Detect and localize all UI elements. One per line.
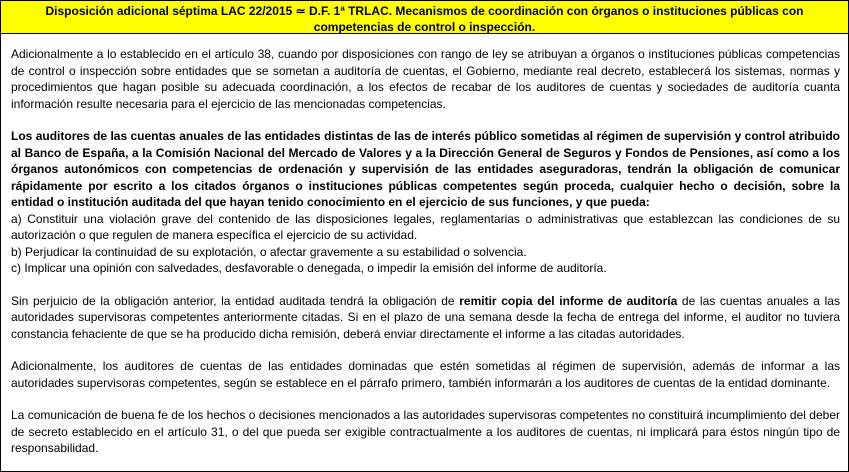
report-copy-text-start: Sin perjuicio de la obligación anterior, la entidad auditada tendrá la obligación de	[11, 293, 460, 308]
paragraph-dominated-entities: Adicionalmente, los auditores de cuentas de las entidades dominadas que estén sometidas al régimen de supervisión, además de informar a las autoridades supervisoras competentes, según se establece en el párrafo primero, también informarán a los auditores de cuentas de la entidad dominante.	[11, 359, 840, 390]
paragraph-good-faith: La comunicación de buena fe de los hechos o decisiones mencionados a las autoridades supervisoras competentes no constituirá incumplimiento del deber de secreto establecido en el artículo 31, o del que pueda ser exigible contractualmente a los auditores de cuentas, ni implicará para éstos ningún tipo de responsabilidad.	[11, 408, 840, 455]
list-item-a: a) Constituir una violación grave del contenido de las disposiciones legales, reglamentarias o administrativas que establezcan las condiciones de su autorización o que regulen de manera específica el ejercicio de su actividad.	[11, 211, 840, 242]
list-item-b: b) Perjudicar la continuidad de su explotación, o afectar gravemente a su estabilidad o solvencia.	[11, 244, 527, 259]
list-item-c: c) Implicar una opinión con salvedades, desfavorable o denegada, o impedir la emisión del informe de auditoría.	[11, 261, 607, 275]
paragraph-auditor-obligation: Los auditores de las cuentas anuales de las entidades distintas de las de interés público sometidas al régimen de supervisión y control atribuido al Banco de España, a la Comisión Nacional del Mercado de Valores y a la Dirección General de Seguros y Fondos de Pensiones, así como a los órganos autonómicos con competencias de ordenación y supervisión de las entidades aseguradoras, tendrán la obligación de comunicar rápidamente por escrito a los citados órganos o instituciones públicas competentes según proceda, cualquier hecho o decisión, sobre la entidad o institución auditada del que hayan tenido conocimiento en el ejercicio de sus funciones, y que pueda:	[11, 129, 840, 209]
paragraph-coordination: Adicionalmente a lo establecido en el artículo 38, cuando por disposiciones con rango de ley se atribuyan a órganos o instituciones públicas competencias de control o inspección sobre entidades que se sometan a auditoría de cuentas, el Gobierno, mediante real decreto, establecerá los sistemas, normas y procedimientos que hagan posible su adecuada coordinación, a los efectos de recabar de los auditores de cuentas y sociedades de auditoría cuanta información resulte necesaria para el ejercicio de las mencionadas competencias.	[11, 47, 840, 111]
paragraph-report-copy	[11, 293, 840, 343]
provision-body	[1, 34, 848, 457]
provision-title: Disposición adicional séptima LAC 22/2015 ≃ D.F. 1ª TRLAC. Mecanismos de coordinación con órganos o instituciones públicas con competencias de control o inspección.	[1, 1, 848, 34]
report-copy-text-end: de las cuentas anuales a las autoridades supervisoras competentes anteriormente citadas. Si en el plazo de una semana desde la fecha de entrega del informe, el auditor no tuviera constancia fehaciente de que se ha producido dicha remisión, deberá enviar directamente el informe a las citadas autoridades.	[11, 293, 840, 341]
report-copy-highlight: remitir copia del informe de auditoría	[459, 293, 678, 308]
